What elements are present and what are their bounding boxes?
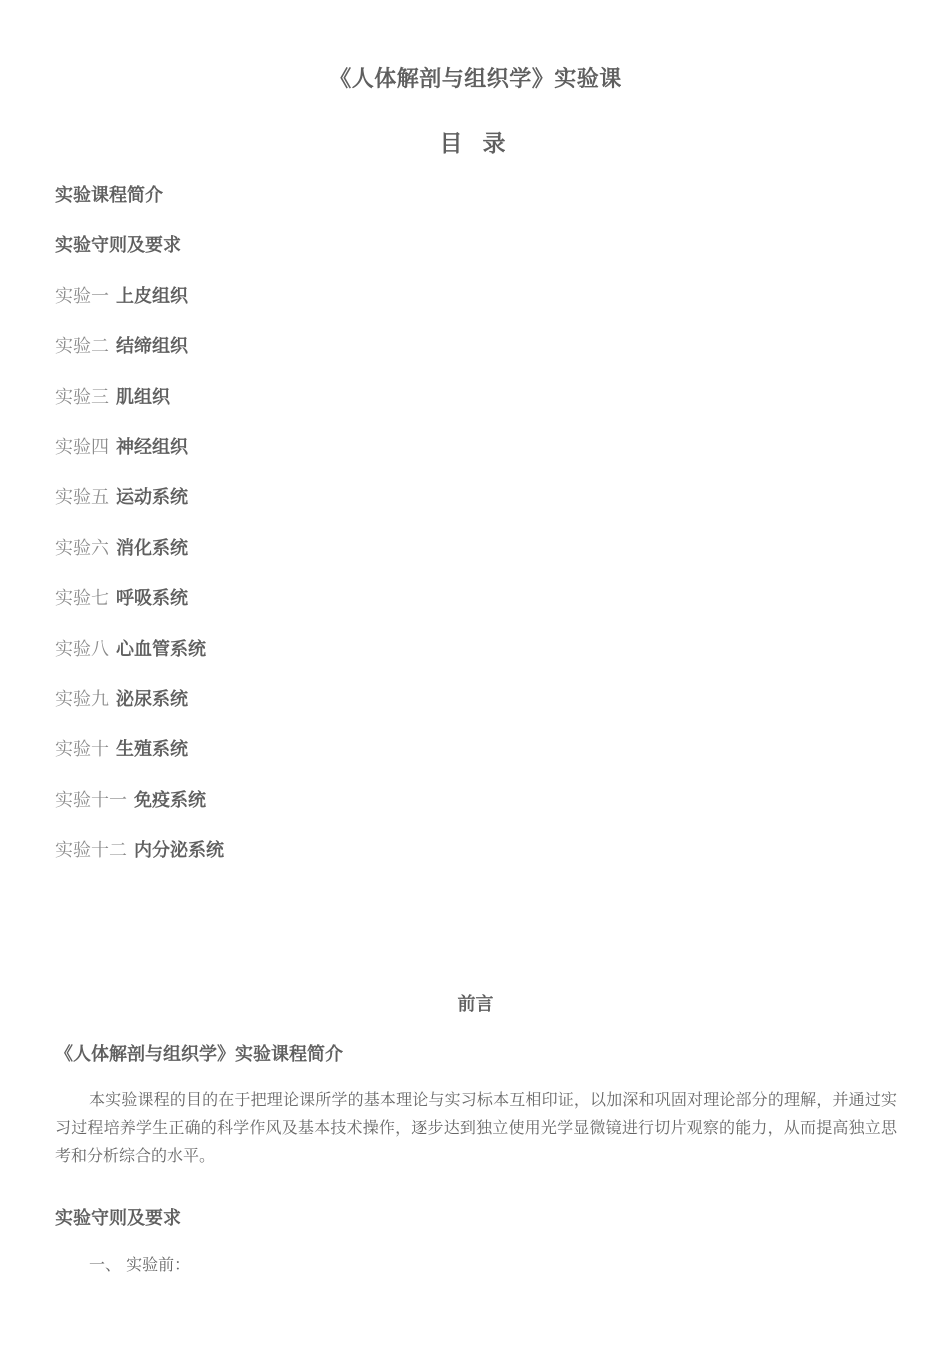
document-title: 《人体解剖与组织学》实验课: [329, 67, 622, 92]
toc-item-label: 肌组织: [116, 386, 170, 408]
toc-item-prefix: 实验二: [55, 336, 109, 358]
toc-item-experiment[interactable]: [55, 788, 224, 838]
toc-item-label: 免疫系统: [134, 789, 206, 811]
toc-item-prefix: 实验三: [55, 386, 109, 408]
toc-item-prefix: 实验十二: [55, 840, 127, 862]
toc-item-label: 呼吸系统: [116, 588, 188, 610]
course-intro-heading: 《人体解剖与组织学》实验课程简介: [55, 1044, 343, 1065]
toc-item-experiment[interactable]: [55, 838, 224, 888]
table-of-contents: [55, 183, 224, 888]
toc-item-experiment[interactable]: [55, 737, 224, 787]
toc-item-prefix: 实验四: [55, 436, 109, 458]
rules-item-before-lab: 一、 实验前：: [89, 1255, 191, 1274]
toc-item-rules[interactable]: [55, 233, 224, 283]
toc-item-label: 结缔组织: [116, 336, 188, 358]
toc-item-experiment[interactable]: [55, 485, 224, 535]
toc-item-prefix: 实验十一: [55, 789, 127, 811]
toc-item-label: 实验课程简介: [55, 185, 163, 206]
toc-item-label: 心血管系统: [116, 638, 206, 660]
toc-item-prefix: 实验十: [55, 739, 109, 761]
toc-item-label: 神经组织: [116, 436, 188, 458]
toc-item-experiment[interactable]: [55, 385, 224, 435]
toc-item-experiment[interactable]: [55, 334, 224, 384]
toc-item-experiment[interactable]: [55, 586, 224, 636]
toc-item-prefix: 实验一: [55, 285, 109, 307]
toc-heading: 目 录: [439, 131, 512, 157]
toc-item-experiment[interactable]: [55, 637, 224, 687]
toc-item-prefix: 实验五: [55, 487, 109, 509]
preface-title: 前言: [457, 994, 494, 1015]
toc-item-label: 内分泌系统: [134, 840, 224, 862]
toc-item-label: 上皮组织: [116, 285, 188, 307]
toc-item-label: 消化系统: [116, 537, 188, 559]
toc-item-label: 泌尿系统: [116, 688, 188, 710]
toc-item-label: 生殖系统: [116, 739, 188, 761]
toc-item-experiment[interactable]: [55, 536, 224, 586]
toc-item-experiment[interactable]: [55, 687, 224, 737]
toc-item-experiment[interactable]: [55, 435, 224, 485]
toc-item-label: 运动系统: [116, 487, 188, 509]
toc-item-intro[interactable]: [55, 183, 224, 233]
toc-item-prefix: 实验八: [55, 638, 109, 660]
toc-item-prefix: 实验六: [55, 537, 109, 559]
toc-item-label: 实验守则及要求: [55, 235, 181, 257]
toc-item-experiment[interactable]: [55, 284, 224, 334]
lab-rules-heading: 实验守则及要求: [55, 1208, 181, 1229]
course-intro-paragraph: 本实验课程的目的在于把理论课所学的基本理论与实习标本互相印证，以加深和巩固对理论部分的理解，并通过实习过程培养学生正确的科学作风及基本技术操作，逐步达到独立使用光学显微镜进行切片观察的能力，从而提高独立思考和分析综合的水平。: [55, 1090, 897, 1165]
toc-item-prefix: 实验七: [55, 588, 109, 610]
toc-item-prefix: 实验九: [55, 688, 109, 710]
